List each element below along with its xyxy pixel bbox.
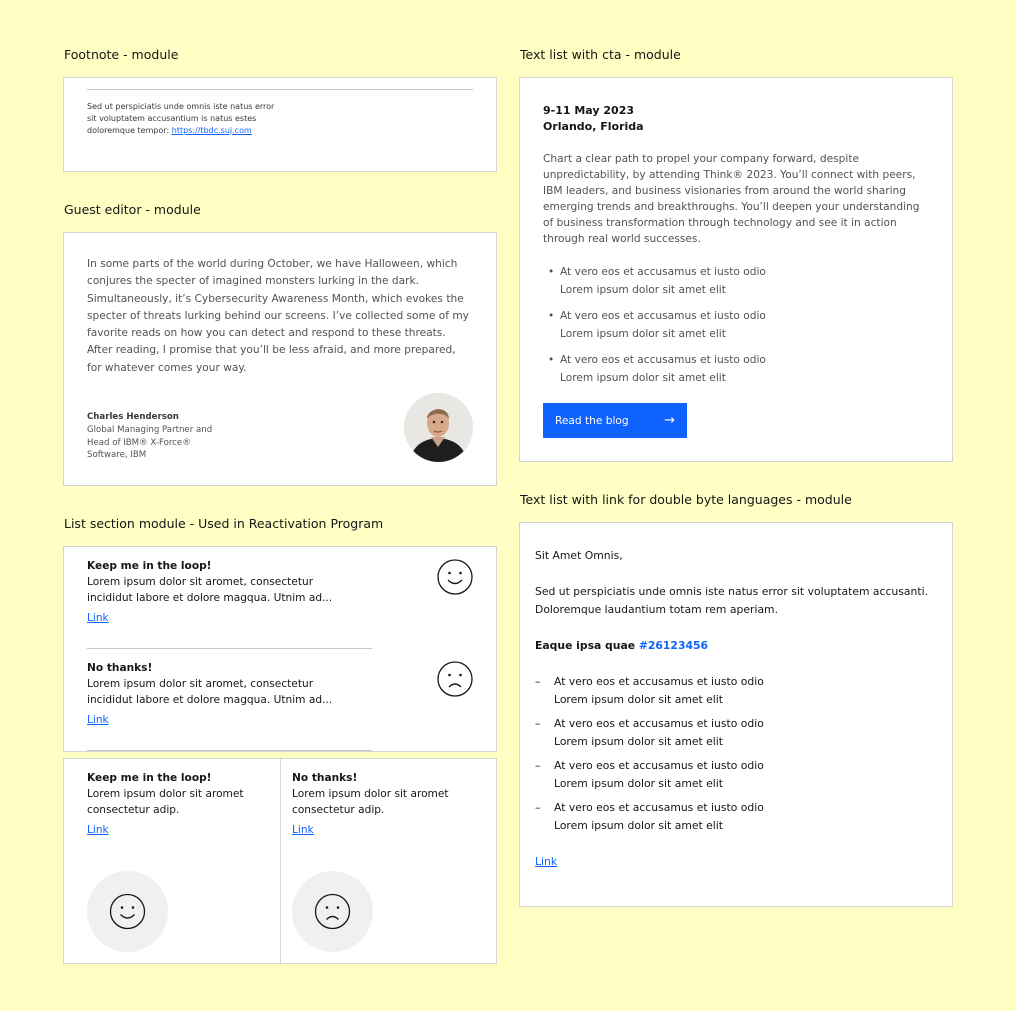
column-divider	[280, 759, 281, 963]
guest-editor-signature	[87, 411, 257, 462]
guest-editor-avatar	[404, 393, 473, 462]
list-row-link[interactable]: Link	[87, 714, 109, 726]
guest-editor-role-2: Head of IBM® X-Force®	[87, 437, 191, 448]
list-item	[535, 757, 915, 793]
list-col-link[interactable]: Link	[292, 824, 314, 836]
event-date-location	[543, 103, 644, 135]
footnote-divider	[87, 89, 473, 90]
reference-label-text: Eaque ipsa quae	[535, 639, 639, 652]
intro-line-2: Doloremque laudantium totam rem aperiam.	[535, 603, 779, 616]
list-item-line-2: Lorem ipsum dolor sit amet elit	[560, 327, 726, 340]
list-row-divider	[87, 750, 372, 751]
list-section-title: List section module - Used in Reactivation Program	[64, 516, 384, 531]
list-item-line-2: Lorem ipsum dolor sit amet elit	[560, 283, 726, 296]
guest-editor-name: Charles Henderson	[87, 412, 179, 422]
list-col-keep	[87, 772, 267, 837]
list-row-heading: Keep me in the loop!	[87, 560, 212, 572]
button-label: Read the blog	[555, 414, 629, 427]
list-col-heading: Keep me in the loop!	[87, 772, 212, 784]
list-item	[548, 352, 848, 387]
list-row-divider	[87, 648, 372, 649]
list-col-no-thanks	[292, 772, 482, 837]
list-item-line-1: – At vero eos et accusamus et iusto odio	[554, 717, 764, 730]
list-item-line-1: • At vero eos et accusamus et iusto odio	[560, 310, 766, 322]
arrow-right-icon: →	[664, 413, 675, 428]
event-location: Orlando, Florida	[543, 120, 644, 133]
list-item-line-1: – At vero eos et accusamus et iusto odio	[554, 675, 764, 688]
list-row-keep	[87, 560, 387, 625]
list-section-rows-card	[63, 546, 497, 752]
footnote-section-title: Footnote - module	[64, 47, 179, 62]
intro-paragraph	[535, 583, 935, 619]
double-byte-link[interactable]: Link	[535, 855, 558, 868]
list-section-columns-card	[63, 758, 497, 964]
footnote-card	[63, 77, 497, 172]
list-row-text-1: Lorem ipsum dolor sit aromet, consectetur	[87, 678, 314, 690]
list-item-line-1: • At vero eos et accusamus et iusto odio	[560, 266, 766, 278]
cta-bullet-list	[548, 264, 848, 396]
intro-line-1: Sed ut perspiciatis unde omnis iste natus error sit voluptatem accusanti.	[535, 585, 929, 598]
cta-card	[519, 77, 953, 462]
list-col-text-2: consectetur adip.	[292, 804, 385, 816]
guest-editor-body: In some parts of the world during October, we have Halloween, which conjures the specter of imagined monsters lurking in the dark. Simultaneously, it’s Cybersecurity Awareness Month, which evokes the specter of threats lurking behind our screens. I’ve collected some of my favorite reads on how you can detect and respond to these threats. After reading, I promise that you’ll be less afraid, and more prepared, for whatever comes your way.	[87, 258, 469, 374]
list-item	[535, 673, 915, 709]
cta-section-title: Text list with cta - module	[520, 47, 681, 62]
list-item-line-2: Lorem ipsum dolor sit amet elit	[554, 819, 724, 832]
list-item-line-2: Lorem ipsum dolor sit amet elit	[554, 777, 724, 790]
guest-editor-role-3: Software, IBM	[87, 450, 147, 461]
reference-code: #26123456	[638, 639, 708, 652]
list-item	[535, 799, 915, 835]
cta-body-text: Chart a clear path to propel your company forward, despite unpredictability, by attending Think® 2023. You’ll connect with peers, IBM leaders, and business visionaries from around the world sharing emerging trends and breakthroughs. You’ll deepen your understanding of business transformation through technology and see it in action through real world successes.	[543, 153, 920, 245]
double-byte-section-title: Text list with link for double byte languages - module	[520, 492, 852, 507]
list-col-text-1: Lorem ipsum dolor sit aromet	[87, 788, 244, 800]
list-item-line-2: Lorem ipsum dolor sit amet elit	[554, 735, 724, 748]
footnote-link[interactable]: https://tbdc.suj.com	[171, 126, 252, 135]
footnote-line-2: sit voluptatem accusantium is natus estes	[87, 114, 257, 123]
list-row-text-2: incididut labore et dolore magqua. Utnim ad...	[87, 694, 333, 706]
guest-editor-role-1: Global Managing Partner and	[87, 424, 213, 435]
list-col-heading: No thanks!	[292, 772, 358, 784]
list-item	[548, 308, 848, 343]
dash-list	[535, 673, 915, 841]
guest-editor-card	[63, 232, 497, 486]
reference-label	[535, 637, 935, 655]
list-col-text-2: consectetur adip.	[87, 804, 180, 816]
list-col-text-1: Lorem ipsum dolor sit aromet	[292, 788, 449, 800]
sad-face-icon[interactable]	[292, 871, 373, 952]
list-item-line-2: Lorem ipsum dolor sit amet elit	[560, 371, 726, 384]
smiley-face-icon[interactable]	[437, 559, 473, 595]
list-row-no-thanks	[87, 662, 387, 727]
double-byte-card	[519, 522, 953, 907]
list-row-heading: No thanks!	[87, 662, 153, 674]
read-the-blog-button[interactable]	[543, 403, 687, 438]
footnote-line-1: Sed ut perspiciatis unde omnis iste natus error	[87, 102, 275, 111]
list-item-line-1: – At vero eos et accusamus et iusto odio	[554, 759, 764, 772]
list-row-text-1: Lorem ipsum dolor sit aromet, consectetur	[87, 576, 314, 588]
event-date: 9-11 May 2023	[543, 104, 635, 117]
list-row-link[interactable]: Link	[87, 612, 109, 624]
list-col-link[interactable]: Link	[87, 824, 109, 836]
greeting-text: Sit Amet Omnis,	[535, 549, 623, 562]
sad-face-icon[interactable]	[437, 661, 473, 697]
avatar-portrait-icon	[404, 393, 473, 462]
list-item-line-1: – At vero eos et accusamus et iusto odio	[554, 801, 764, 814]
list-item-line-1: • At vero eos et accusamus et iusto odio	[560, 354, 766, 366]
smiley-face-icon[interactable]	[87, 871, 168, 952]
list-item	[535, 715, 915, 751]
list-item-line-2: Lorem ipsum dolor sit amet elit	[554, 693, 724, 706]
list-item	[548, 264, 848, 299]
list-row-text-2: incididut labore et dolore magqua. Utnim ad...	[87, 592, 333, 604]
footnote-line-3: doloremque tempor:	[87, 126, 172, 135]
footnote-text	[87, 101, 287, 137]
guest-editor-section-title: Guest editor - module	[64, 202, 201, 217]
